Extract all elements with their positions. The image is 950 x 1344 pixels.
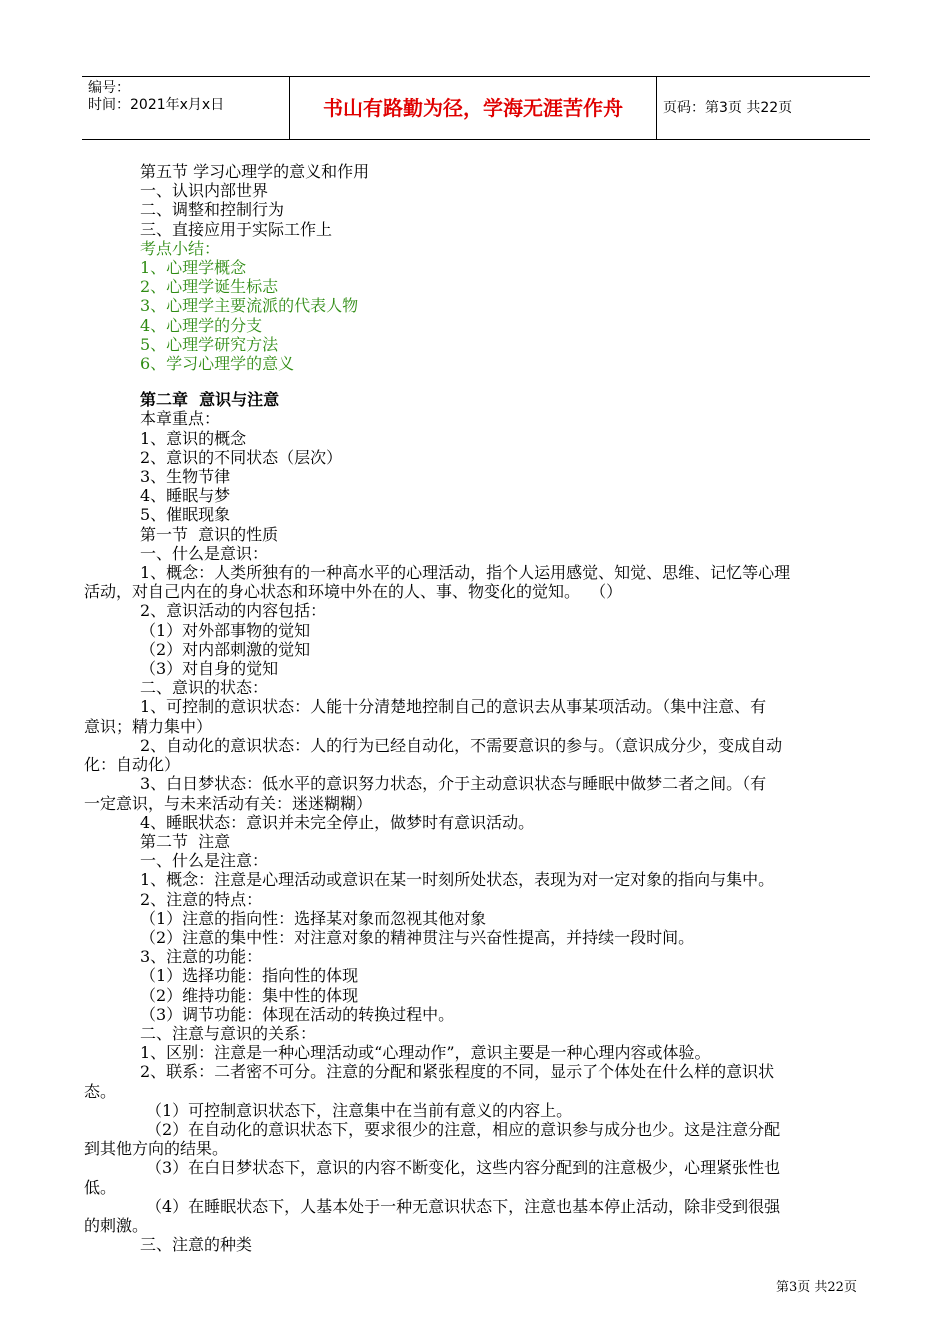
text-line: 2、联系：二者密不可分。注意的分配和紧张程度的不同，显示了个体处在什么样的意识状 <box>140 1062 775 1082</box>
page-footer: 第3页 共22页 <box>776 1280 857 1295</box>
text-line: 3、白日梦状态：低水平的意识努力状态，介于主动意识状态与睡眠中做梦二者之间。（有 <box>140 774 767 794</box>
text-line: 到其他方向的结果。 <box>84 1139 229 1159</box>
text-line: 二、调整和控制行为 <box>140 200 285 220</box>
text-line: 1、意识的概念 <box>140 428 247 448</box>
text-line: 态。 <box>84 1081 117 1101</box>
header-motto: 书山有路勤为径，学海无涯苦作舟 <box>289 77 657 139</box>
text-line: 6、学习心理学的意义 <box>140 354 295 374</box>
text-line: 4、睡眠与梦 <box>140 486 231 506</box>
text-line: 二、注意与意识的关系： <box>140 1023 317 1043</box>
header-info-cell <box>82 77 289 139</box>
text-line: 第二章 意识与注意 <box>140 390 280 410</box>
text-line: （1）可控制意识状态下，注意集中在当前有意义的内容上。 <box>146 1100 573 1120</box>
text-line: 一、什么是注意： <box>140 851 269 871</box>
text-line: （2）注意的集中性：对注意对象的精神贯注与兴奋性提高，并持续一段时间。 <box>140 927 695 947</box>
text-line: 一、认识内部世界 <box>140 181 269 201</box>
text-line: （3）对自身的觉知 <box>140 659 279 679</box>
text-line: 的刺激。 <box>84 1215 149 1235</box>
page-header <box>82 76 870 140</box>
text-line: （1）对外部事物的觉知 <box>140 620 311 640</box>
text-line: 低。 <box>84 1177 117 1197</box>
text-line: 一、什么是意识： <box>140 543 269 563</box>
header-page-label: 页码：第3页 共22页 <box>663 100 793 116</box>
text-line: （2）维持功能：集中性的体现 <box>140 985 359 1005</box>
text-line: 三、注意的种类 <box>140 1235 253 1255</box>
text-line: 1、概念：注意是心理活动或意识在某一时刻所处状态，表现为对一定对象的指向与集中。 <box>140 870 775 890</box>
text-line: 意识；精力集中） <box>84 716 213 736</box>
text-line: 5、催眠现象 <box>140 505 231 525</box>
text-line: （1）注意的指向性：选择某对象而忽视其他对象 <box>140 908 487 928</box>
text-line: 三、直接应用于实际工作上 <box>140 219 333 239</box>
text-line: 3、生物节律 <box>140 467 231 487</box>
text-line: 一定意识，与未来活动有关：迷迷糊糊） <box>84 793 373 813</box>
text-line: 4、睡眠状态：意识并未完全停止，做梦时有意识活动。 <box>140 812 535 832</box>
text-line: 考点小结： <box>140 238 221 258</box>
text-line: 2、注意的特点： <box>140 889 263 909</box>
text-line: 第五节 学习心理学的意义和作用 <box>140 162 370 181</box>
text-line: 1、可控制的意识状态：人能十分清楚地控制自己的意识去从事某项活动。（集中注意、有 <box>140 697 767 717</box>
document-number-label: 编号： <box>88 80 130 96</box>
text-line: 2、意识活动的内容包括： <box>140 601 327 621</box>
text-line: 5、心理学研究方法 <box>140 334 279 354</box>
text-line: 2、意识的不同状态（层次） <box>140 447 343 467</box>
text-line: （4）在睡眠状态下，人基本处于一种无意识状态下，注意也基本停止活动，除非受到很强 <box>146 1196 781 1216</box>
text-line: 3、注意的功能： <box>140 947 263 967</box>
text-line: 4、心理学的分支 <box>140 315 263 335</box>
text-line: 1、心理学概念 <box>140 258 247 278</box>
text-line: 二、意识的状态： <box>140 678 269 698</box>
document-time-label: 时间：2021年x月x日 <box>88 97 225 113</box>
text-line: （1）选择功能：指向性的体现 <box>140 966 359 986</box>
text-line: 活动，对自己内在的身心状态和环境中外在的人、事、物变化的觉知。 （） <box>84 582 623 602</box>
text-line: （3）在白日梦状态下，意识的内容不断变化，这些内容分配到的注意极少，心理紧张性也 <box>146 1158 781 1178</box>
text-line: （2）在自动化的意识状态下，要求很少的注意，相应的意识参与成分也少。这是注意分配 <box>146 1119 781 1139</box>
text-line: 本章重点： <box>140 409 221 429</box>
text-line: 第二节 注意 <box>140 831 231 851</box>
text-line: 第一节 意识的性质 <box>140 524 279 544</box>
blank-line <box>84 373 870 390</box>
document-body <box>84 162 870 1254</box>
text-line: 3、心理学主要流派的代表人物 <box>140 296 359 316</box>
text-line: 2、心理学诞生标志 <box>140 277 279 297</box>
text-line: （3）调节功能：体现在活动的转换过程中。 <box>140 1004 455 1024</box>
text-line: 2、自动化的意识状态：人的行为已经自动化，不需要意识的参与。（意识成分少，变成自动 <box>140 735 783 755</box>
text-line: 1、概念：人类所独有的一种高水平的心理活动，指个人运用感觉、知觉、思维、记忆等心理 <box>140 563 791 583</box>
text-line: 1、区别：注意是一种心理活动或“心理动作”，意识主要是一种心理内容或体验。 <box>140 1043 711 1063</box>
text-line: （2）对内部刺激的觉知 <box>140 639 311 659</box>
text-line: 化：自动化） <box>84 755 181 775</box>
